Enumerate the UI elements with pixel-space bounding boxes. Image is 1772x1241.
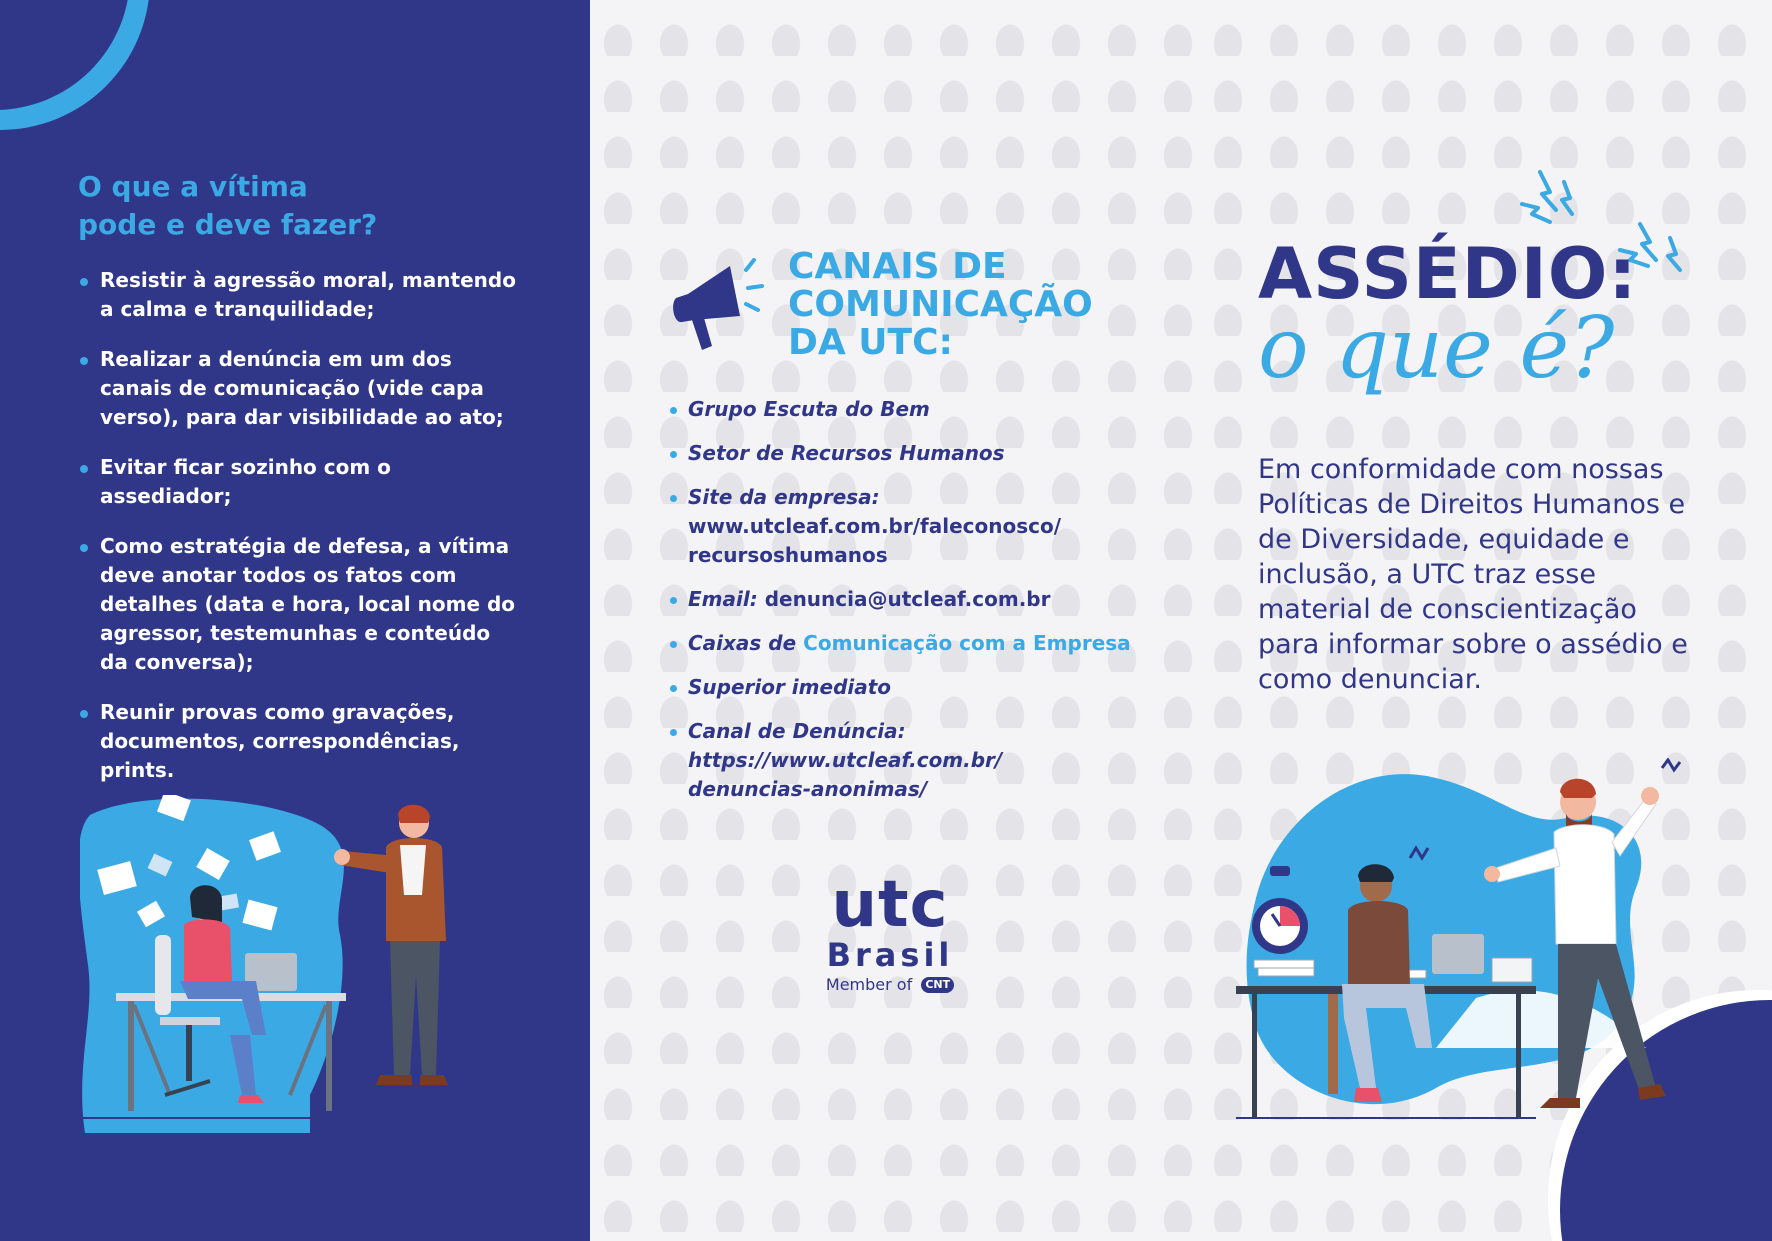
email-link[interactable]: denuncia@utcleaf.com.br	[764, 587, 1051, 611]
channel-email	[668, 585, 1188, 614]
channel-label: Site da empresa:	[688, 485, 880, 509]
logo-wordmark: utc	[831, 868, 949, 942]
list-item: Reunir provas como gravações, documentos, correspondências, prints.	[78, 698, 518, 785]
channel-superior	[668, 673, 1188, 702]
channel-label: Superior imediato	[688, 675, 892, 699]
title-line: COMUNICAÇÃO	[788, 284, 1093, 325]
harassment-illustration	[80, 795, 520, 1135]
channel-rh	[668, 439, 1188, 468]
utc-logo	[800, 868, 980, 1012]
channel-label: Setor de Recursos Humanos	[688, 441, 1005, 465]
list-item: Realizar a denúncia em um dos canais de comunicação (vide capa verso), para dar visibilidade ao ato;	[78, 345, 518, 432]
logo-member-text: Member of	[825, 975, 913, 994]
channel-label: Grupo Escuta do Bem	[688, 397, 930, 421]
channel-label: Email:	[688, 587, 758, 611]
site-link[interactable]: www.utcleaf.com.br/faleconosco/	[688, 514, 1062, 538]
channel-escuta	[668, 395, 1188, 424]
office-conflict-illustration	[1236, 758, 1716, 1148]
channel-caixas	[668, 629, 1188, 658]
intro-paragraph: Em conformidade com nossas Políticas de Direitos Humanos e de Diversidade, equidade e inclusão, a UTC traz esse material de conscientização para informar sobre o assédio e como denunciar.	[1258, 454, 1688, 695]
channel-label: Caixas de	[688, 631, 797, 655]
megaphone-icon	[668, 258, 766, 358]
channel-site	[668, 483, 1188, 570]
list-item: Evitar ficar sozinho com o assediador;	[78, 453, 518, 511]
logo-brasil: Brasil	[826, 936, 954, 974]
main-subtitle: o que é?	[1258, 299, 1615, 397]
denuncia-link[interactable]: https://www.utcleaf.com.br/	[688, 748, 1003, 772]
channels-title	[788, 248, 1168, 362]
heading-line: pode e deve fazer?	[78, 208, 378, 241]
left-panel	[0, 0, 590, 1241]
channel-denuncia	[668, 717, 1188, 804]
list-item: Resistir à agressão moral, mantendo a calma e tranquilidade;	[78, 266, 518, 324]
heading-line: O que a vítima	[78, 170, 308, 203]
title-line: CANAIS DE	[788, 246, 1007, 287]
victim-actions-list	[78, 266, 518, 806]
list-item: Como estratégia de defesa, a vítima deve anotar todos os fatos com detalhes (data e hora, local nome do agressor, testemunhas e conteúdo da conversa);	[78, 532, 518, 677]
site-link-continued[interactable]: recursoshumanos	[688, 543, 888, 567]
title-line: DA UTC:	[788, 322, 953, 363]
channels-list	[668, 395, 1188, 819]
channel-label: Canal de Denúncia:	[688, 719, 906, 743]
caixas-value: Comunicação com a Empresa	[803, 631, 1131, 655]
cnt-badge: CNT	[921, 977, 954, 993]
denuncia-link-continued[interactable]: denuncias-anonimas/	[688, 777, 928, 801]
victim-actions-heading	[78, 168, 518, 244]
main-title: ASSÉDIO:	[1258, 233, 1638, 315]
